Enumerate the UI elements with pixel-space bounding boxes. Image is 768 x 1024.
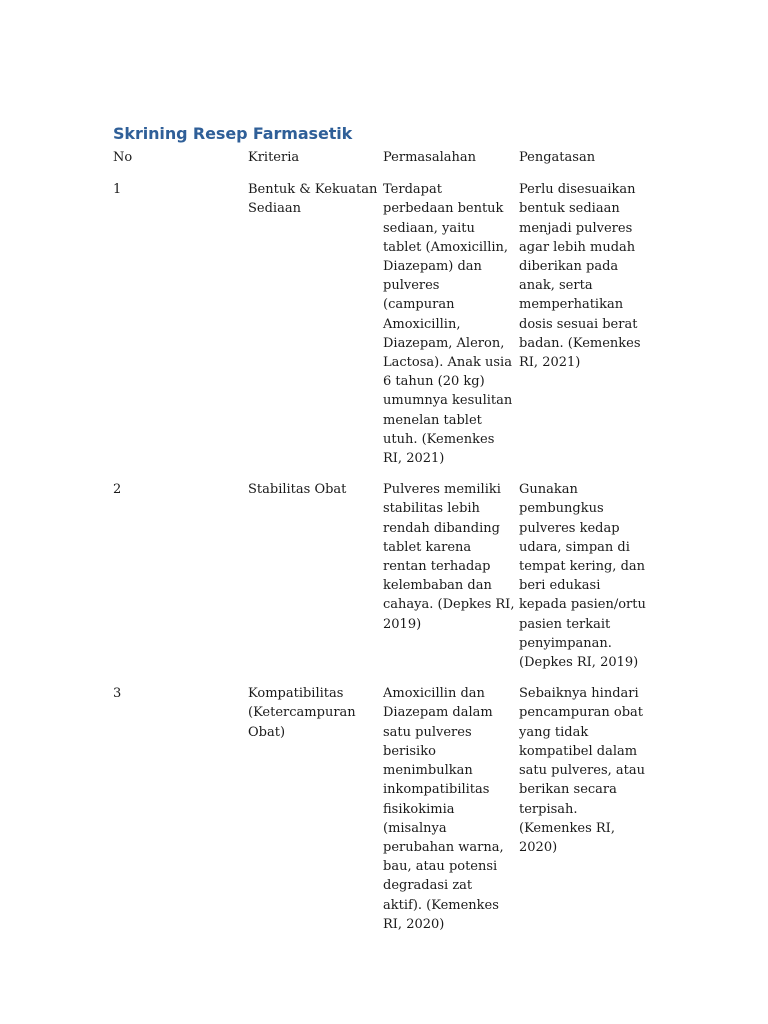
- cell-no: [113, 480, 248, 684]
- cell-no: [113, 180, 248, 480]
- table-row: [113, 180, 653, 480]
- cell-pengatasan: [519, 684, 653, 946]
- cell-permasalahan: [383, 684, 519, 946]
- cell-kriteria-text: Kompatibilitas (Ketercampuran Obat): [248, 686, 356, 740]
- cell-permasalahan-text: Pulveres memiliki stabilitas lebih rendah dibanding tablet karena rentan terhadap kelembaban dan cahaya. (Depkes RI, 2019): [383, 482, 515, 632]
- table-header-row: [113, 148, 653, 180]
- cell-no-text: 1: [113, 182, 122, 198]
- cell-pengatasan-text: Perlu disesuaikan bentuk sediaan menjadi pulveres agar lebih mudah diberikan pada anak, serta memperhatikan dosis sesuai berat badan. (Kemenkes RI, 2021): [519, 182, 641, 371]
- cell-kriteria: [248, 480, 383, 684]
- cell-permasalahan: [383, 180, 519, 480]
- cell-permasalahan: [383, 480, 519, 684]
- cell-kriteria: [248, 180, 383, 480]
- table-row: [113, 480, 653, 684]
- cell-kriteria: [248, 684, 383, 946]
- header-permasalahan: Permasalahan: [383, 150, 476, 165]
- cell-no-text: 3: [113, 686, 122, 702]
- table-row: [113, 684, 653, 946]
- cell-kriteria-text: Stabilitas Obat: [248, 482, 347, 498]
- cell-pengatasan-text: Gunakan pembungkus pulveres kedap udara, simpan di tempat kering, dan beri edukasi kepada pasien/ortu pasien terkait penyimpanan. (Depkes RI, 2019): [519, 482, 646, 671]
- page-title: Skrining Resep Farmasetik: [113, 124, 353, 143]
- cell-pengatasan: [519, 480, 653, 684]
- header-no: No: [113, 150, 133, 165]
- screening-table: [113, 148, 653, 946]
- cell-pengatasan: [519, 180, 653, 480]
- cell-permasalahan-text: Amoxicillin dan Diazepam dalam satu pulveres berisiko menimbulkan inkompatibilitas fisikokimia (misalnya perubahan warna, bau, atau potensi degradasi zat aktif). (Kemenkes RI, 2020): [383, 686, 504, 932]
- header-pengatasan: Pengatasan: [519, 150, 596, 165]
- cell-no-text: 2: [113, 482, 122, 498]
- cell-permasalahan-text: Terdapat perbedaan bentuk sediaan, yaitu tablet (Amoxicillin, Diazepam) dan pulveres (campuran Amoxicillin, Diazepam, Aleron, Lactosa). Anak usia 6 tahun (20 kg) umumnya kesulitan menelan tablet utuh. (Kemenkes RI, 2021): [383, 182, 513, 467]
- header-kriteria: Kriteria: [248, 150, 300, 165]
- cell-no: [113, 684, 248, 946]
- cell-pengatasan-text: Sebaiknya hindari pencampuran obat yang tidak kompatibel dalam satu pulveres, atau berikan secara terpisah. (Kemenkes RI, 2020): [519, 686, 645, 855]
- cell-kriteria-text: Bentuk & Kekuatan Sediaan: [248, 182, 378, 217]
